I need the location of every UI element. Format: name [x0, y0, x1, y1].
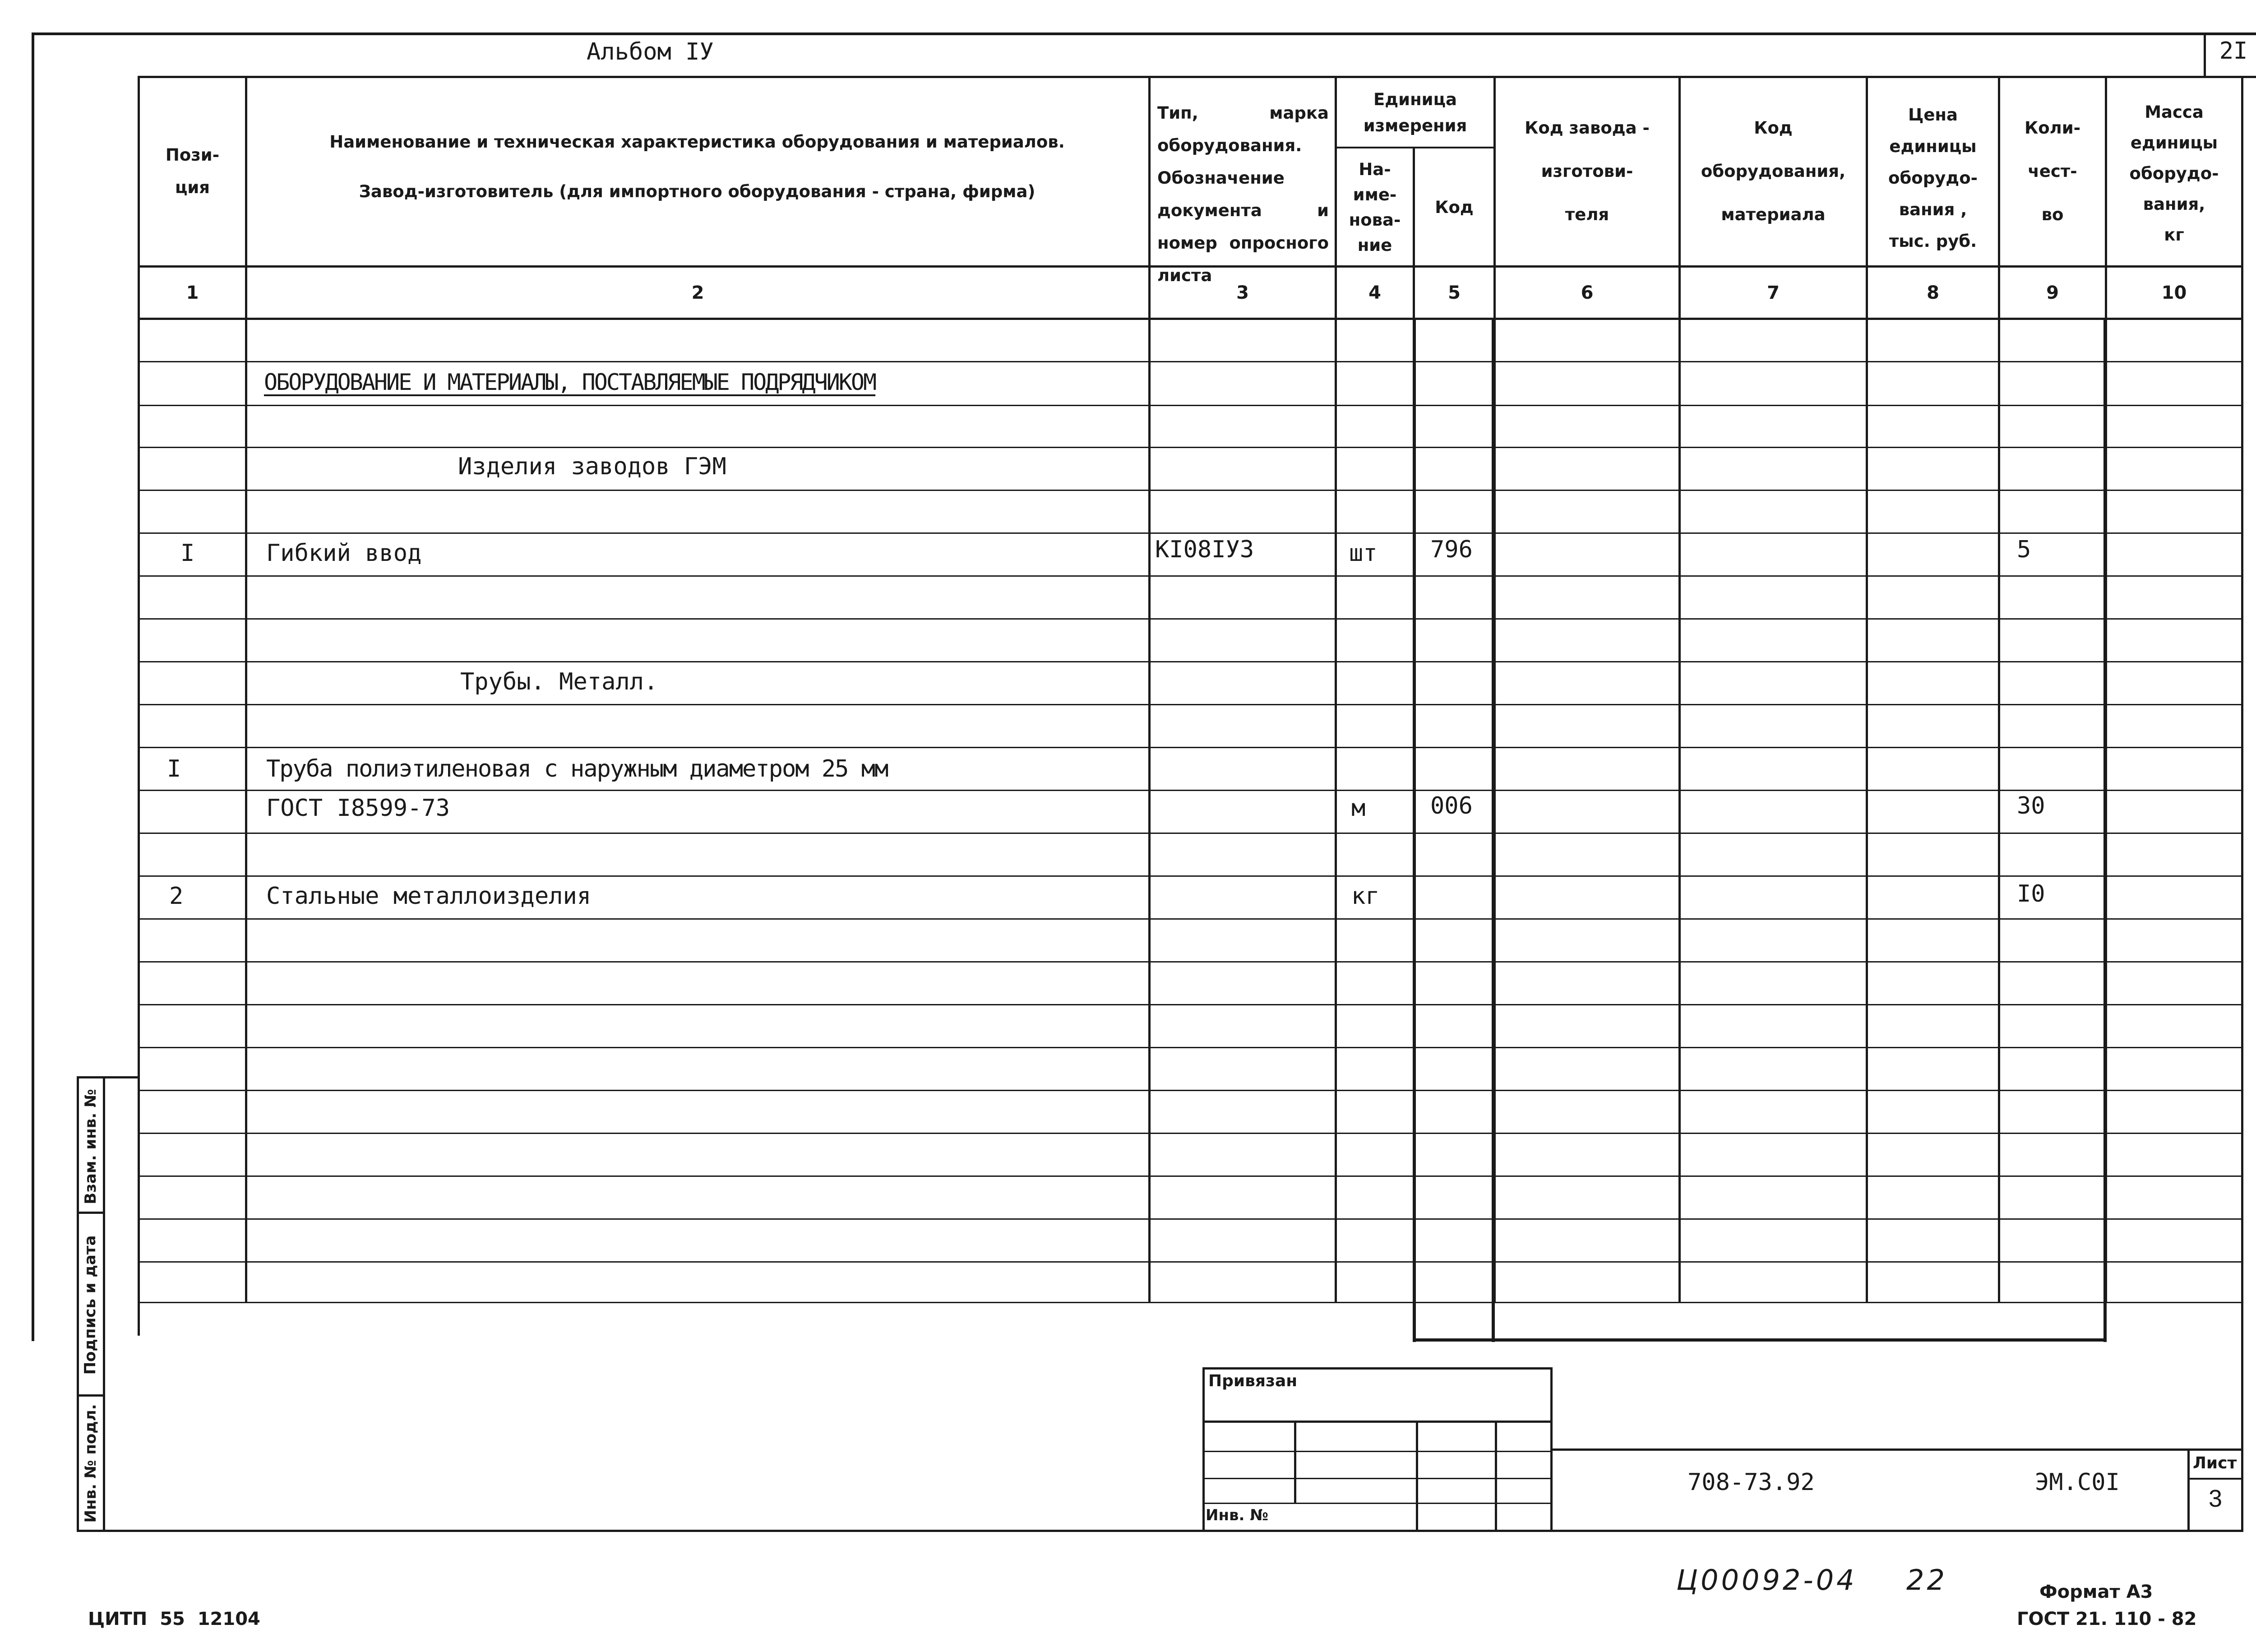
side-label-original-inventory: Инв. № подл.	[82, 1404, 100, 1523]
standard-reference: ГОСТ 21. 110 - 82	[2017, 1609, 2197, 1629]
item-quantity: 30	[2017, 792, 2045, 819]
header-position: Пози- ция	[165, 145, 220, 197]
item-name: Гибкий ввод	[266, 540, 422, 567]
header-price: Цена единицы оборудо- вания , тыс. руб.	[1888, 105, 1978, 251]
subsection-title: Трубы. Металл.	[460, 668, 658, 695]
column-number: 10	[2161, 282, 2187, 303]
item-unit-code: 006	[1430, 792, 1473, 819]
item-unit: шт	[1349, 540, 1378, 567]
item-quantity: I0	[2017, 880, 2045, 907]
sheet-format: Формат А3	[2039, 1582, 2153, 1602]
handwritten-archive-code: Ц00092-04	[1676, 1564, 1857, 1596]
side-label-replacement-inventory: Взам. инв. №	[82, 1089, 100, 1204]
document-code: 708-73.92	[1687, 1469, 1815, 1496]
header-type: Тип, марка оборудования. Обозначение документа и номер опросного листа	[1157, 103, 1329, 285]
handwritten-number: 22	[1906, 1564, 1947, 1596]
header-unit-code: Код	[1435, 198, 1474, 217]
item-quantity: 5	[2017, 536, 2031, 563]
item-position: I	[180, 540, 195, 567]
item-unit: кг	[1351, 883, 1380, 910]
column-number: 6	[1581, 282, 1594, 303]
stamp-inventory-label: Инв. №	[1206, 1506, 1269, 1524]
header-quantity: Коли- чест- во	[2024, 118, 2081, 224]
column-number: 1	[186, 282, 199, 303]
header-equipment-code: Код оборудования, материала	[1701, 118, 1846, 224]
item-name: Стальные металлоизделия	[266, 883, 592, 910]
side-label-signature-date: Подпись и дата	[81, 1235, 99, 1375]
document-mark: ЭМ.С0I	[2035, 1469, 2120, 1496]
column-number: 4	[1368, 282, 1381, 303]
item-position: I	[167, 755, 181, 782]
header-name: Наименование и техническая характеристика оборудования и материалов. Завод-изготовитель (для импортного оборудования - страна, фирма)	[329, 132, 1065, 201]
sheet-label: Лист	[2193, 1454, 2237, 1472]
column-number: 8	[1927, 282, 1939, 303]
item-name-standard: ГОСТ I8599-73	[266, 795, 450, 822]
header-unit-name: На- име- нова- ние	[1349, 160, 1401, 255]
sheet-number: 3	[2208, 1485, 2223, 1512]
column-number: 9	[2046, 282, 2059, 303]
album-title: Альбом IУ	[587, 38, 714, 65]
item-name: Труба полиэтиленовая с наружным диаметром 25 мм	[266, 755, 888, 782]
section-title: ОБОРУДОВАНИЕ И МАТЕРИАЛЫ, ПОСТАВЛЯЕМЫЕ ПОДРЯДЧИКОМ	[264, 369, 876, 395]
column-number: 2	[691, 282, 704, 303]
header-mass: Масса единицы оборудо- вания, кг	[2129, 102, 2219, 245]
subsection-title: Изделия заводов ГЭМ	[458, 453, 726, 480]
item-position: 2	[169, 883, 184, 910]
page-number: 2I	[2219, 37, 2248, 65]
column-number: 7	[1767, 282, 1780, 303]
item-unit-code: 796	[1430, 536, 1473, 563]
publisher-code: ЦИТП 55 12104	[88, 1609, 260, 1629]
item-type: КI08IУ3	[1155, 536, 1254, 563]
stamp-attached-label: Привязан	[1208, 1372, 1298, 1390]
column-number: 5	[1448, 282, 1461, 303]
item-unit: м	[1351, 795, 1366, 822]
header-unit: Единица измерения	[1363, 90, 1467, 135]
column-number: 3	[1236, 282, 1249, 303]
header-plant-code: Код завода - изготови- теля	[1525, 118, 1650, 224]
